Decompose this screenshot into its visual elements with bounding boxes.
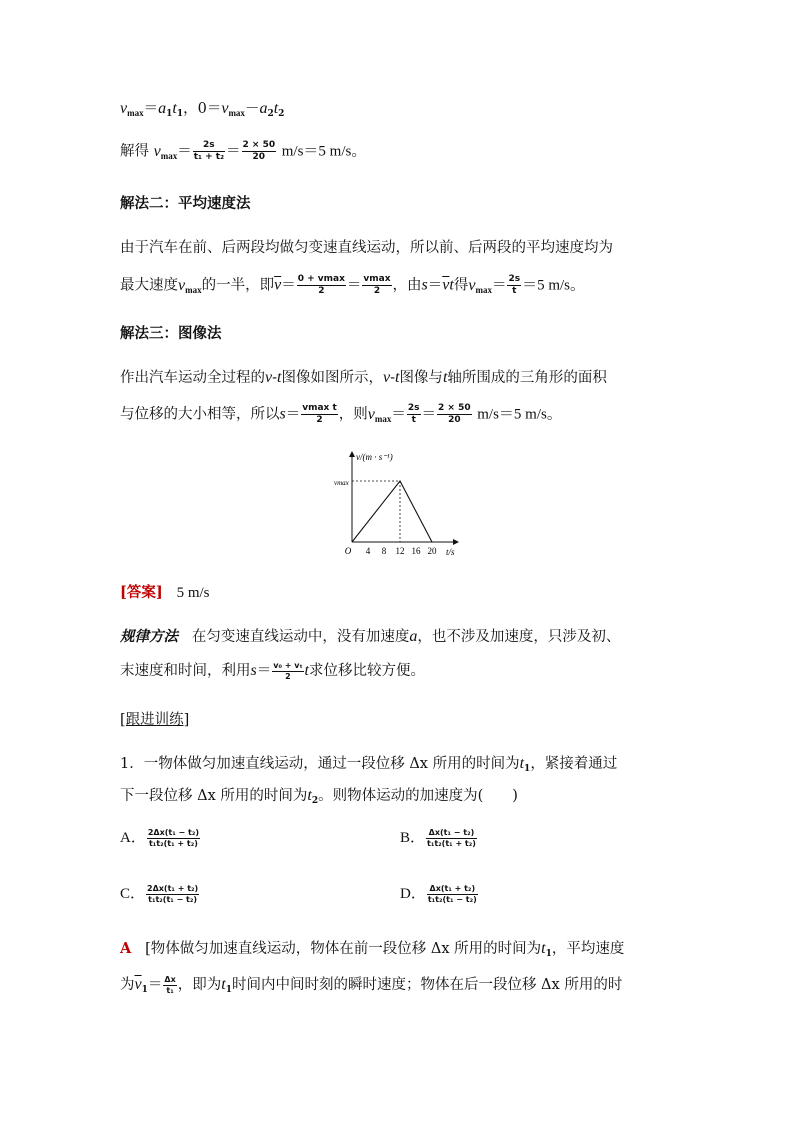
velocity-series-line bbox=[352, 481, 432, 542]
option-d[interactable]: D． $\frac{\text{Δx(t₁ + t₂)}}{\text{t₁t₂(t₁ − t₂)}}$ bbox=[400, 884, 477, 905]
practice-header: [跟进训练] bbox=[120, 712, 190, 728]
fraction: $\frac{2s}{\text{t₁ + t₂}}$ bbox=[193, 140, 225, 162]
x-tick-label: 16 bbox=[411, 546, 421, 556]
x-tick-label: 12 bbox=[395, 546, 405, 556]
option-b[interactable]: B． $\frac{\text{Δx(t₁ − t₂)}}{\text{t₁t₂(t₁ + t₂)}}$ bbox=[400, 828, 476, 849]
area-line: 与位移的大小相等，所以s＝ $\frac{\text{vmax t}}{2}$ ，则$v_{max}=$ $\frac{2s}{t}$ ＝ $\frac{2 \times 50}{20}$ m/s＝5 m/s。 bbox=[120, 403, 562, 425]
fraction: $\frac{\text{vmax t}}{2}$ bbox=[302, 403, 337, 425]
rule-line-1: 规律方法 在匀变速直线运动中，没有加速度a，也不涉及加速度，只涉及初、 bbox=[120, 628, 621, 645]
fraction: $\frac{2 \times 50}{20}$ bbox=[438, 403, 471, 425]
question-line-1: 1．一物体做匀加速直线运动，通过一段位移 Δx 所用的时间为$t_1$，紧接着通过 bbox=[120, 755, 618, 774]
average-velocity-line: 最大速度$v_{max}$的一半，即$\overline{v}=$ $\frac{0 + vmax}{2}$ ＝ $\frac{vmax}{2}$ ，由$s=\overline{v}t$得$v_{max}=$ $\frac{2s}{t}$ ＝5 m/s。 bbox=[120, 274, 586, 296]
x-axis-label: t/s bbox=[446, 547, 455, 557]
paragraph-line: 由于汽车在前、后两段均做匀变速直线运动，所以前、后两段的平均速度均为 bbox=[120, 240, 613, 256]
x-tick-label: 8 bbox=[381, 546, 387, 556]
fraction: $\frac{2 \times 50}{20}$ bbox=[242, 140, 276, 162]
equation-line-1: $v_{max}=a_1t_1$，$0=v_{max}-a_2t_2$ bbox=[120, 100, 285, 119]
solution-line-2: 为$\overline{v}_1=$ $\frac{\Delta x}{\text{t₁}}$ ，即为$t_1$时间内中间时刻的瞬时速度；物体在后一段位移 Δx 所用的时 bbox=[120, 974, 623, 995]
x-tick-label: O bbox=[344, 546, 352, 556]
fraction: $\frac{\text{v₀ + vₜ}}{2}$ bbox=[273, 660, 303, 681]
fraction: $\frac{0 + vmax}{2}$ bbox=[297, 274, 345, 296]
answer-line: [答案] 5 m/s bbox=[120, 584, 210, 601]
x-tick-label: 4 bbox=[365, 546, 371, 556]
question-line-2: 下一段位移 Δx 所用的时间为$t_2$。则物体运动的加速度为( ) bbox=[120, 787, 518, 806]
x-tick-label: 20 bbox=[427, 546, 437, 556]
y-tick-vmax: vmax bbox=[334, 479, 349, 487]
fraction: $\frac{\Delta x}{\text{t₁}}$ bbox=[164, 974, 176, 995]
method-two-heading: 解法二：平均速度法 bbox=[120, 195, 251, 212]
fraction: $\frac{vmax}{2}$ bbox=[363, 274, 391, 296]
y-axis-label: v/(m · s⁻¹) bbox=[356, 452, 393, 462]
solve-line: 解得 $v_{max}=$ $\frac{2s}{\text{t₁ + t₂}}$ ＝ $\frac{2 \times 50}{20}$ m/s＝5 m/s。 bbox=[120, 140, 367, 162]
solution-line-1: A [物体做匀加速直线运动，物体在前一段位移 Δx 所用的时间为$t_1$，平均速度 bbox=[120, 940, 625, 959]
option-a[interactable]: A． $\frac{\text{2Δx(t₁ − t₂)}}{\text{t₁t₂(t₁ + t₂)}}$ bbox=[120, 828, 200, 849]
option-c[interactable]: C． $\frac{\text{2Δx(t₁ + t₂)}}{\text{t₁t₂(t₁ − t₂)}}$ bbox=[120, 884, 199, 905]
rule-line-2: 末速度和时间，利用s＝ $\frac{\text{v₀ + vₜ}}{2}$ t求位移比较方便。 bbox=[120, 660, 425, 681]
vt-graph bbox=[334, 448, 464, 560]
fraction: $\frac{2s}{t}$ bbox=[407, 403, 420, 425]
method-three-heading: 解法三：图像法 bbox=[120, 325, 222, 342]
fraction: $\frac{2s}{t}$ bbox=[508, 274, 521, 296]
graph-method-line: 作出汽车运动全过程的v-t图像如图所示，v-t图像与t轴所围成的三角形的面积 bbox=[120, 369, 607, 386]
